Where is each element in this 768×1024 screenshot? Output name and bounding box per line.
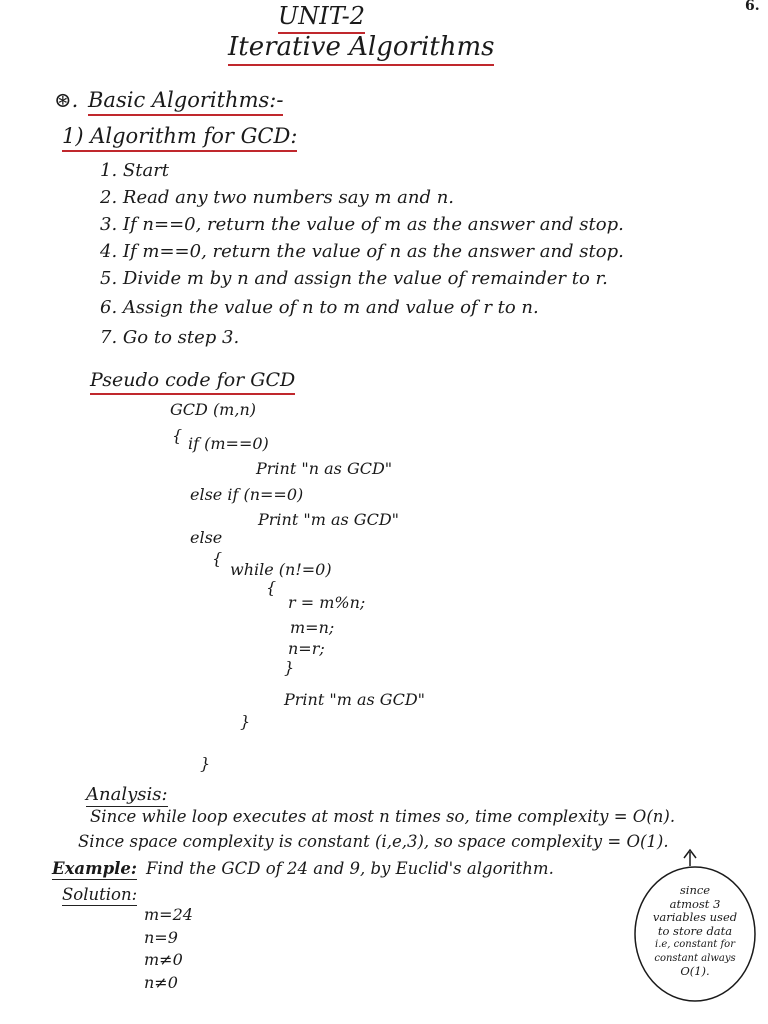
section-bullet: ⊛. [54,88,79,112]
code-line: n=r; [288,639,325,658]
example-label: Example: [52,859,137,878]
algorithm-heading: 1) Algorithm for GCD: [62,124,297,152]
side-note-line: since [679,883,711,897]
side-note-line: atmost 3 [669,896,721,911]
algorithm-step: 5. Divide m by n and assign the value of remainder to r. [100,268,608,289]
code-line: r = m%n; [288,593,366,612]
algorithm-step: 1. Start [100,160,170,181]
side-note-line: constant always [654,952,736,964]
analysis-line: Since space complexity is constant (i,e,3), so space complexity = O(1). [78,832,669,851]
code-line: { [172,426,183,445]
pseudo-heading: Pseudo code for GCD [90,369,295,395]
code-line: Print "m as GCD" [284,690,426,709]
algorithm-step: 3. If n==0, return the value of m as the answer and stop. [100,214,624,235]
code-line: m=n; [290,618,335,637]
code-line: else if (n==0) [190,485,304,504]
solution-line: n≠0 [144,973,178,992]
unit-heading: UNIT-2 [278,2,365,34]
page-title: Iterative Algorithms [228,32,494,66]
solution-line: m=24 [144,905,193,924]
side-note-line: to store data [657,923,733,938]
code-line: else [190,528,223,547]
code-line: Print "n as GCD" [256,459,393,478]
side-note-line: O(1). [680,964,710,978]
algorithm-step: 4. If m==0, return the value of n as the answer and stop. [100,241,624,262]
algorithm-step: 6. Assign the value of n to m and value of r to n. [100,297,539,318]
code-line: } [200,754,211,773]
analysis-heading: Analysis: [86,784,168,805]
code-line: GCD (m,n) [170,400,256,419]
analysis-line: Since while loop executes at most n times so, time complexity = O(n). [90,807,676,826]
side-note-line: i.e, constant for [655,939,735,950]
algorithm-step: 2. Read any two numbers say m and n. [100,187,455,208]
solution-label: Solution: [62,885,138,904]
code-line: while (n!=0) [230,560,332,579]
solution-line: m≠0 [144,950,183,969]
code-line: { [212,549,223,568]
example-text: Find the GCD of 24 and 9, by Euclid's algorithm. [146,859,554,878]
code-line: } [240,712,251,731]
section-heading: Basic Algorithms:- [88,88,283,116]
code-line: if (m==0) [188,434,269,453]
solution-line: n=9 [144,928,178,947]
side-note-line: variables used [652,910,738,924]
code-line: { [266,578,277,597]
code-line: } [284,658,295,677]
code-line: Print "m as GCD" [258,510,400,529]
algorithm-step: 7. Go to step 3. [100,327,240,348]
page-number: 6. [745,0,760,14]
side-note [634,866,756,1002]
